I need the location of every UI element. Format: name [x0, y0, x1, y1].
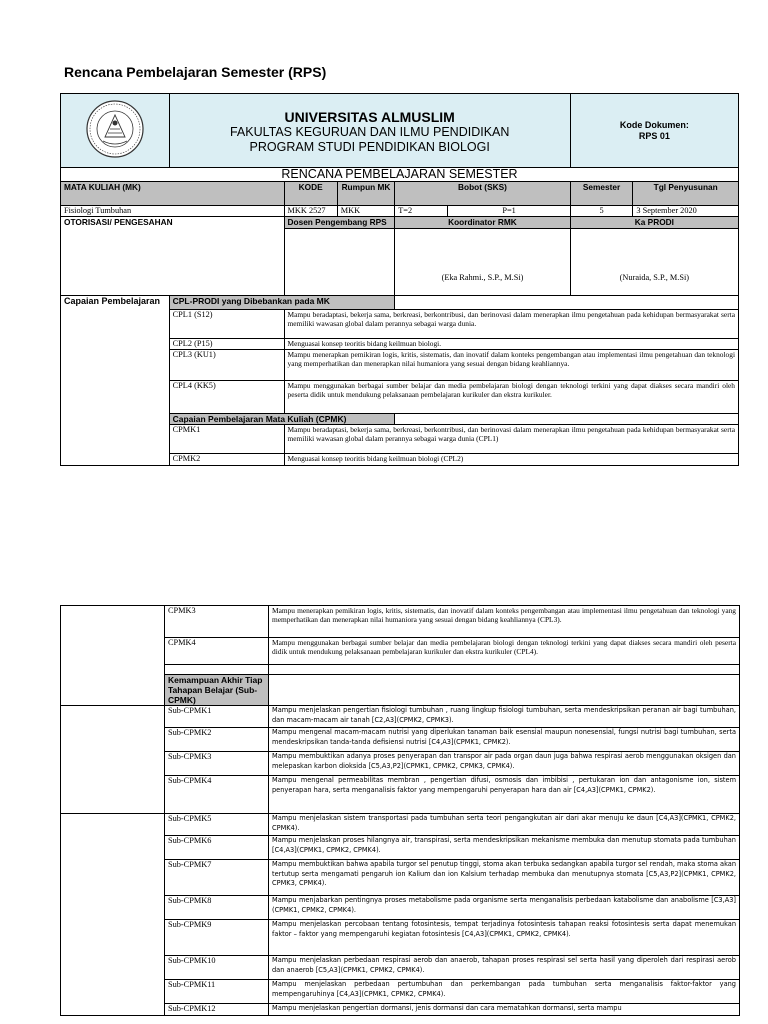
- page-title: Rencana Pembelajaran Semester (RPS): [64, 64, 327, 80]
- course-kode: MKK 2527: [284, 206, 337, 217]
- cpl-code: CPL2 (P15): [169, 339, 284, 350]
- cpl-text: Mampu menggunakan berbagai sumber belajar dan media pembelajaran biologi dengan teknologi terkini yang dapat diakses secara mandiri oleh peserta didik untuk mendukung pelaksanaan pembelajaran kurikuler dan ekstra kurikuler.: [284, 381, 738, 414]
- sub-cpmk-text: Mampu menjelaskan perbedaan respirasi aerob dan anaerob, tahapan proses respirasi sel serta hasil yang diperoleh dari respirasi aerob dan anaerob [C5,A3](CPMK1, CPMK2, CPMK4).: [269, 956, 740, 980]
- cpmk-text: Mampu menerapkan pemikiran logis, kritis, sistematis, dan inovatif dalam konteks pengembangan atau implementasi ilmu pengetahuan dan teknologi yang memperhatikan dan menerapkan nilai humaniora yang sesuai dengan bidang keahliannya (CPL3).: [269, 606, 740, 638]
- rps-header-table: [60, 93, 739, 466]
- program-name: PROGRAM STUDI PENDIDIKAN BIOLOGI: [249, 139, 490, 154]
- koordinator-heading: Koordinator RMK: [395, 217, 571, 229]
- course-sks-p: P=1: [448, 206, 570, 217]
- sub-cpmk-text: Mampu mengenal permeabilitas membran , pengertian difusi, osmosis dan imbibisi , pertukaran ion dan antagonisme ion, sistem penyerapan hara, serta menganalisis faktor yang mempengaruhi penyerapan hara dan air [C4,A3](CPMK1, CPMK2).: [269, 776, 740, 814]
- cpl-heading: CPL-PRODI yang Dibebankan pada MK: [169, 296, 395, 310]
- sub-cpmk-heading: Kemampuan Akhir Tiap Tahapan Belajar (Sub-CPMK): [165, 675, 269, 706]
- university-seal-icon: [83, 99, 147, 159]
- cpmk-text: Mampu beradaptasi, bekerja sama, berkreasi, berkontribusi, dan berinovasi dalam menerapkan ilmu pengetahuan pada kehidupan bermasyarakat serta memiliki wawasan global dalam perannya sebagai warga dunia (CPL1): [284, 425, 738, 454]
- cpl-text: Mampu beradaptasi, bekerja sama, berkreasi, berkontribusi, dan berinovasi dalam menerapkan ilmu pengetahuan pada kehidupan bermasyarakat serta memiliki wawasan global dalam perannya sebagai warga dunia.: [284, 310, 738, 339]
- capaian-label: Capaian Pembelajaran: [61, 296, 170, 466]
- sub-cpmk-code: Sub-CPMK7: [165, 860, 269, 896]
- sub-cpmk-text: Mampu menjelaskan sistem transportasi pada tumbuhan serta teori pengangkutan air dari akar menuju ke daun [C4,A3](CPMK1, CPMK2, CPMK4).: [269, 814, 740, 836]
- faculty-name: FAKULTAS KEGURUAN DAN ILMU PENDIDIKAN: [229, 124, 510, 139]
- sub-cpmk-code: Sub-CPMK1: [165, 706, 269, 728]
- cpmk-text: Mampu menggunakan berbagai sumber belajar dan media pembelajaran biologi dengan teknologi terkini yang dapat diakses secara mandiri oleh peserta didik untuk mendukung pelaksanaan pembelajaran kurikuler dan ekstra kurikuler (CPL4).: [269, 638, 740, 665]
- semester-heading: Semester: [570, 182, 633, 206]
- doc-code: RPS 01: [638, 130, 670, 141]
- sub-cpmk-text: Mampu menjelaskan proses hilangnya air, transpirasi, serta mendeskripsikan mekanisme membuka dan menutup stomata pada tumbuhan [C4,A3](CPMK1, CPMK2, CPMK4).: [269, 836, 740, 860]
- dosen-heading: Dosen Pengembang RPS: [284, 217, 395, 229]
- table-row: [61, 706, 740, 728]
- sub-cpmk-code: Sub-CPMK8: [165, 896, 269, 920]
- cpl-code: CPL3 (KU1): [169, 350, 284, 381]
- cpl-text: Menguasai konsep teoritis bidang keilmuan biologi.: [284, 339, 738, 350]
- cpl-code: CPL1 (S12): [169, 310, 284, 339]
- kaprodi-heading: Ka PRODI: [570, 217, 738, 229]
- doc-code-label: Kode Dokumen:: [619, 119, 689, 130]
- sub-cpmk-text: Mampu menjelaskan perbedaan pertumbuhan dan perkembangan pada tumbuhan serta menganalisis faktor-faktor yang mempengaruhinya [C4,A3](CPMK1, CPMK2, CPMK4).: [269, 980, 740, 1004]
- sub-cpmk-code: Sub-CPMK10: [165, 956, 269, 980]
- university-logo: [61, 94, 170, 168]
- course-rumpun: MKK: [337, 206, 394, 217]
- rps-continuation-table: [60, 605, 740, 1016]
- sub-cpmk-code: Sub-CPMK11: [165, 980, 269, 1004]
- rumpun-heading: Rumpun MK: [337, 182, 394, 206]
- sub-cpmk-code: Sub-CPMK5: [165, 814, 269, 836]
- sub-cpmk-text: Mampu membuktikan adanya proses penyerapan dan transpor air pada organ daun juga bahwa respirasi aerob menggunakan oksigen dan melepaskan karbon dioksida [C5,A3,P2](CPMK1, CPMK2, CPMK3, CPMK4).: [269, 752, 740, 776]
- university-name: UNIVERSITAS ALMUSLIM: [284, 108, 455, 125]
- sub-cpmk-text: Mampu membuktikan bahwa apabila turgor sel penutup tinggi, stoma akan terbuka sedangkan apabila turgor sel rendah, maka stoma akan tertutup serta mengamati pengaruh ion Kalium dan ion Kalsium terhadap membuka dan menutupnya stomata [C5,A3,P2](CPMK1, CPMK2, CPMK3, CPMK4).: [269, 860, 740, 896]
- kode-heading: KODE: [284, 182, 337, 206]
- capaian-blank-cell: [61, 706, 165, 814]
- course-sks-t: T=2: [395, 206, 448, 217]
- sub-cpmk-code: Sub-CPMK4: [165, 776, 269, 814]
- cpmk-code: CPMK4: [165, 638, 269, 665]
- cpl-text: Mampu menerapkan pemikiran logis, kritis, sistematis, dan inovatif dalam konteks pengembangan atau implementasi ilmu pengetahuan dan teknologi yang memperhatikan dan menerapkan nilai humaniora yang sesuai dengan bidang keahliannya.: [284, 350, 738, 381]
- kaprodi-signature: (Nuraida, S.P., M.Si): [570, 229, 738, 296]
- sub-cpmk-code: Sub-CPMK12: [165, 1004, 269, 1016]
- sub-cpmk-code: Sub-CPMK9: [165, 920, 269, 956]
- sub-cpmk-text: Mampu mengenal macam-macam nutrisi yang diperlukan tanaman baik esensial maupun nonesensial, fungsi nutrisi bagi tumbuhan, serta mendeskripsikan tanda-tanda defisiensi nutrisi [C4,A3](CPMK1, CPMK2).: [269, 728, 740, 752]
- cpmk-code: CPMK2: [169, 454, 284, 466]
- course-name: Fisiologi Tumbuhan: [61, 206, 285, 217]
- otorisasi-label: OTORISASI/ PENGESAHAN: [61, 217, 285, 296]
- cpmk-code: CPMK3: [165, 606, 269, 638]
- table-row: [61, 606, 740, 638]
- sub-cpmk-text: Mampu menjabarkan pentingnya proses metabolisme pada organisme serta menganalisis perbedaan katabolisme dan anabolisme [C3,A3](CPMK1, CPMK2, CPMK4).: [269, 896, 740, 920]
- cpmk-heading: Capaian Pembelajaran Mata Kuliah (CPMK): [169, 414, 395, 425]
- rps-title: RENCANA PEMBELAJARAN SEMESTER: [61, 168, 739, 182]
- bobot-heading: Bobot (SKS): [395, 182, 571, 206]
- course-date: 3 September 2020: [633, 206, 739, 217]
- course-semester: 5: [570, 206, 633, 217]
- sub-cpmk-code: Sub-CPMK3: [165, 752, 269, 776]
- capaian-blank-cell: [61, 606, 165, 706]
- sub-cpmk-text: Mampu menjelaskan pengertian dormansi, jenis dormansi dan cara mematahkan dormansi, serta mampu: [269, 1004, 740, 1016]
- cpl-code: CPL4 (KK5): [169, 381, 284, 414]
- sub-cpmk-code: Sub-CPMK6: [165, 836, 269, 860]
- capaian-blank-cell: [61, 814, 165, 1016]
- sub-cpmk-text: Mampu menjelaskan pengertian fisiologi tumbuhan , ruang lingkup fisiologi tumbuhan, serta mendeskripsikan peranan air bagi tumbuhan, dan macam-macam air tanah [C2,A3](CPMK2, CPMK3).: [269, 706, 740, 728]
- cpmk-text: Menguasai konsep teoritis bidang keilmuan biologi (CPL2): [284, 454, 738, 466]
- dosen-signature: [284, 229, 395, 296]
- sub-cpmk-text: Mampu menjelaskan percobaan tentang fotosintesis, tempat terjadinya fotosintesis tahapan reaksi fotosintesis serta dapat menemukan faktor – faktor yang mempengaruhi kegiatan fotosintesis [C4,A3](CPMK1, CPMK2, CPMK4).: [269, 920, 740, 956]
- cpmk-code: CPMK1: [169, 425, 284, 454]
- tgl-heading: Tgl Penyusunan: [633, 182, 739, 206]
- mk-heading: MATA KULIAH (MK): [61, 182, 285, 206]
- table-row: [61, 814, 740, 836]
- sub-cpmk-code: Sub-CPMK2: [165, 728, 269, 752]
- koordinator-signature: (Eka Rahmi., S.P., M.Si): [395, 229, 571, 296]
